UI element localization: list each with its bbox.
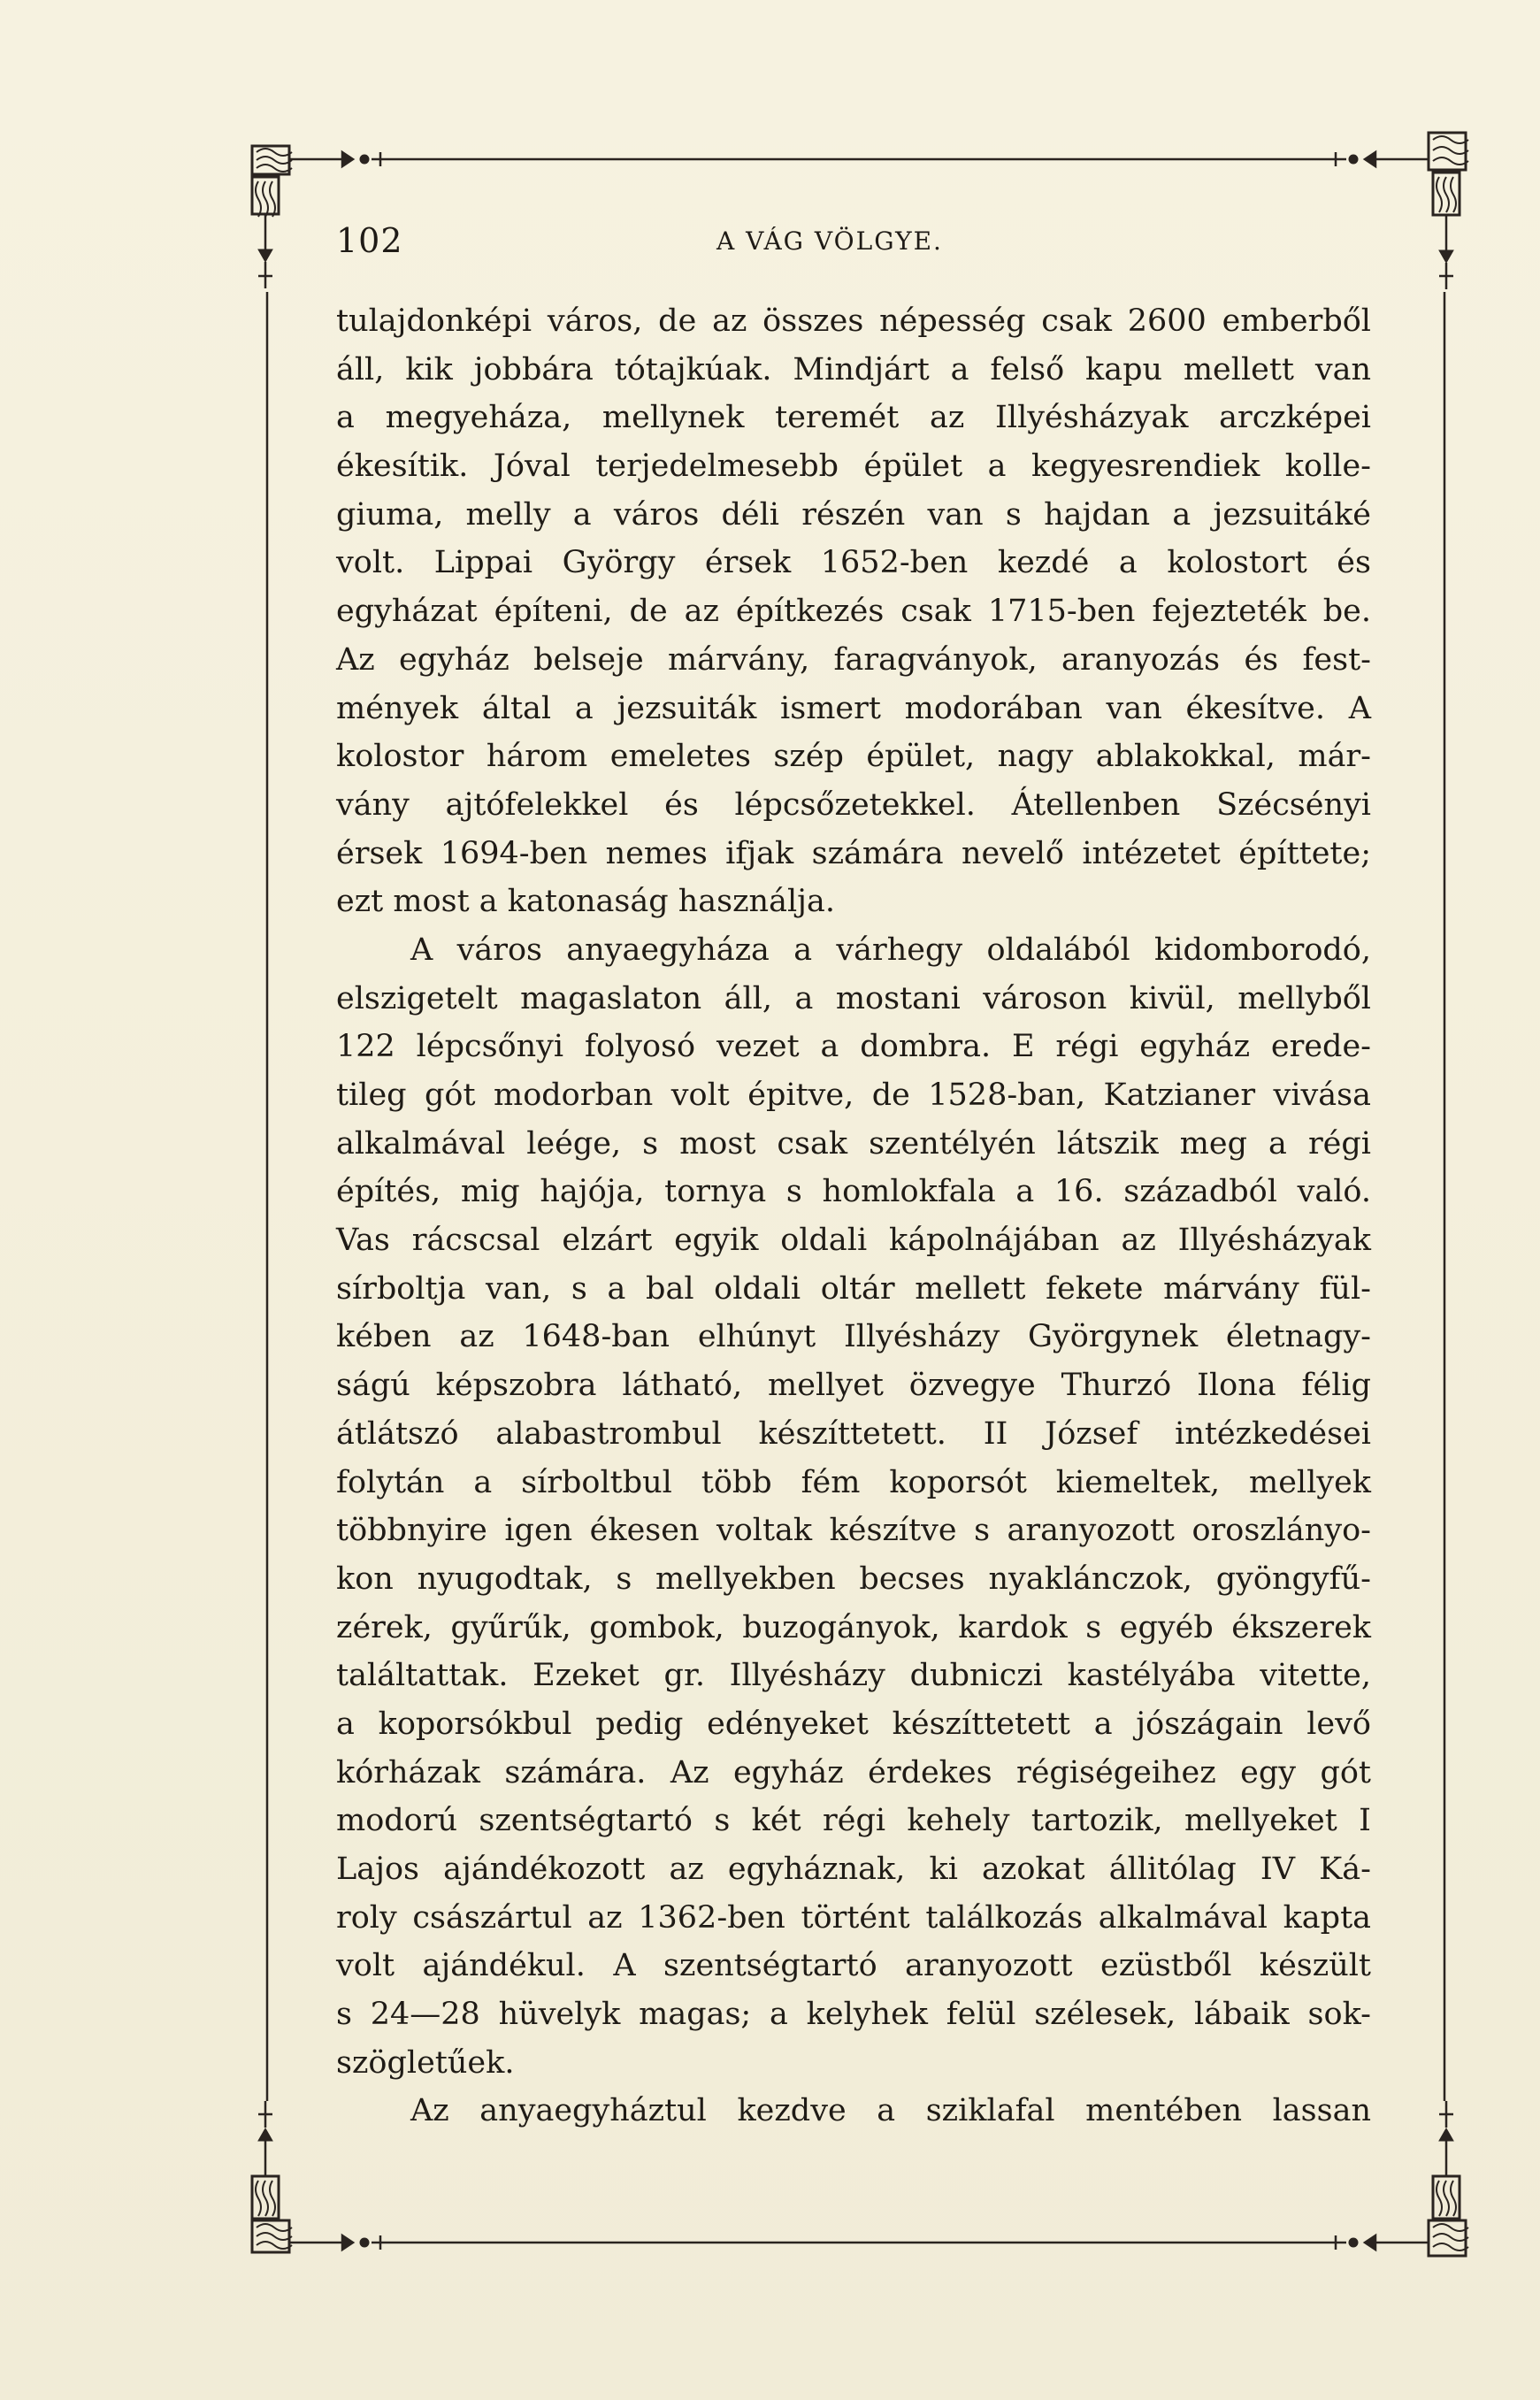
text-line: egyházat építeni, de az építkezés csak 1715-ben fejezteték be. [336,594,1371,630]
text-line: ságú képszobra látható, mellyet özvegye Thurzó Ilona félig [336,1368,1371,1404]
text-line: roly császártul az 1362-ben történt találkozás alkalmával kapta [336,1899,1371,1936]
text-line: mények által a jezsuiták ismert modorában van ékesítve. A [336,690,1371,726]
text-line: érsek 1694-ben nemes ifjak számára nevelő intézetet építtete; [336,835,1371,871]
text-line: Vas rácscsal elzárt egyik oldali kápolnájában az Illyésházyak [336,1223,1371,1259]
text-line: tulajdonképi város, de az összes népesség csak 2600 emberből [336,303,1371,339]
page-number: 102 [336,221,403,260]
text-line: vány ajtófelekkel és lépcsőzetekkel. Átellenben Szécsényi [336,786,1371,823]
page-header [336,221,1380,274]
text-line: többnyire igen ékesen voltak készítve s aranyozott oroszlányo- [336,1513,1371,1549]
text-line: s 24—28 hüvelyk magas; a kelyhek felül szélesek, lábaik sok- [336,1997,1371,2033]
text-line: kon nyugodtak, s mellyekben becses nyaklánczok, gyöngyfű- [336,1560,1371,1597]
text-line: Az egyház belseje márvány, faragványok, aranyozás és fest- [336,641,1371,678]
text-line: áll, kik jobbára tótajkúak. Mindjárt a felső kapu mellett van [336,351,1371,387]
text-line: 122 lépcsőnyi folyosó vezet a dombra. E régi egyház erede- [336,1029,1371,1065]
paragraph-end-line: ezt most a katonaság használja. [336,884,835,920]
paragraph-end-line: szögletűek. [336,2044,515,2081]
text-line: átlátszó alabastrombul készíttetett. II József intézkedései [336,1415,1371,1452]
text-line: ékesítik. Jóval terjedelmesebb épület a kegyesrendiek kolle- [336,449,1371,485]
text-line: volt. Lippai György érsek 1652-ben kezdé a kolostort és [336,545,1371,581]
body-text [336,297,1371,2135]
paragraph-start-line: A város anyaegyháza a várhegy oldalából kidomborodó, [410,932,1371,968]
text-line: zérek, gyűrűk, gombok, buzogányok, kardok s egyéb ékszerek [336,1609,1371,1645]
text-line: volt ajándékul. A szentségtartó aranyozott ezüstből készült [336,1948,1371,1984]
text-line: építés, mig hajója, tornya s homlokfala a 16. századból való. [336,1174,1371,1210]
text-line: giuma, melly a város déli részén van s hajdan a jezsuitáké [336,496,1371,533]
text-line: tileg gót modorban volt épitve, de 1528-ban, Katzianer vivása [336,1077,1371,1113]
text-line: modorú szentségtartó s két régi kehely tartozik, mellyeket I [336,1803,1371,1839]
text-line: elszigetelt magaslaton áll, a mostani városon kivül, mellyből [336,980,1371,1016]
text-line: kolostor három emeletes szép épület, nagy ablakokkal, már- [336,739,1371,775]
text-line: kórházak számára. Az egyház érdekes régiségeihez egy gót [336,1754,1371,1790]
text-line: alkalmával leége, s most csak szentélyén látszik meg a régi [336,1125,1371,1162]
text-line: sírboltja van, s a bal oldali oltár mellett fekete márvány fül- [336,1270,1371,1307]
text-line: folytán a sírboltbul több fém koporsót kiemeltek, mellyek [336,1464,1371,1500]
running-title: A VÁG VÖLGYE. [716,226,943,256]
text-line: a megyeháza, mellynek teremét az Illyésházyak arczképei [336,400,1371,436]
text-line: kében az 1648-ban elhúnyt Illyésházy Györgynek életnagy- [336,1319,1371,1355]
text-line: a koporsókbul pedig edényeket készíttetett a jószágain levő [336,1706,1371,1742]
text-line: találtattak. Ezeket gr. Illyésházy dubniczi kastélyába vitette, [336,1658,1371,1694]
paragraph-start-line: Az anyaegyháztul kezdve a sziklafal mentében lassan [410,2093,1371,2129]
text-line: Lajos ajándékozott az egyháznak, ki azokat állitólag IV Ká- [336,1852,1371,1887]
